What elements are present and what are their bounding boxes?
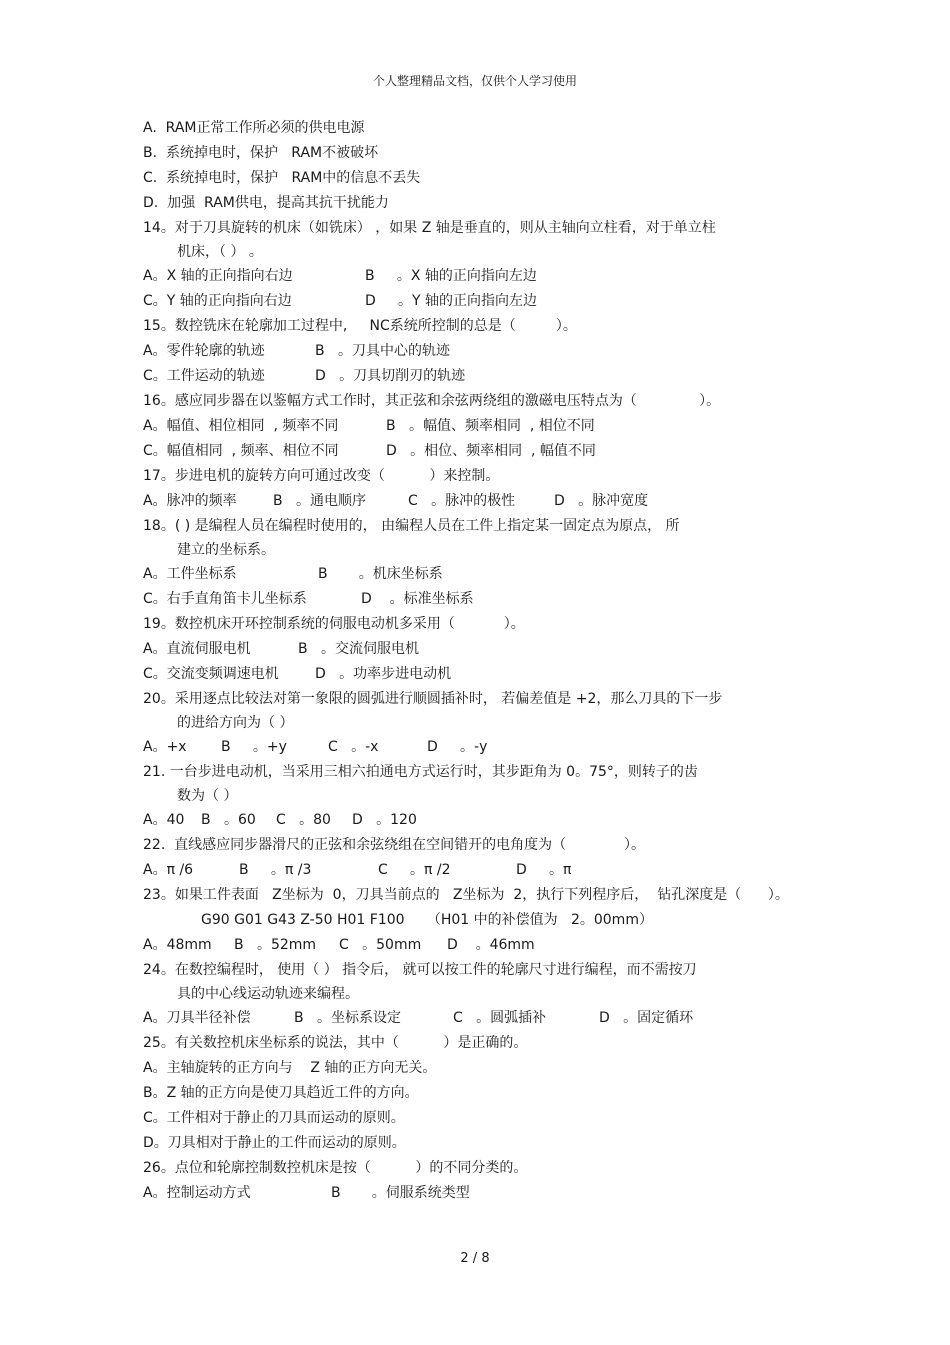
option-c: C 。圆弧插补 (453, 1010, 547, 1026)
option-line (143, 735, 823, 760)
option-line (143, 662, 823, 687)
option-line (143, 808, 823, 833)
option-d: D 。固定循环 (599, 1010, 694, 1026)
option-line (143, 637, 823, 662)
option-a: A。零件轮廓的轨迹 (143, 343, 265, 359)
question-text: 18。( ) 是编程人员在编程时使用的， 由编程人员在工件上指定某一固定点为原点， 所 (143, 518, 680, 534)
option-line (143, 489, 823, 514)
option-d: D 。Y 轴的正向指向左边 (365, 293, 538, 309)
option-line (143, 1181, 823, 1206)
option-line (143, 1006, 823, 1031)
option-a: A。脉冲的频率 (143, 493, 237, 509)
option-c: C 。-x (328, 739, 379, 755)
question-text: 14。对于刀具旋转的机床（如铣床） ，如果 Z 轴是垂直的，则从主轴向立柱看，对于单立柱 (143, 220, 716, 236)
option-d: D 。相位、频率相同 , 幅值不同 (386, 443, 596, 459)
option-d: D 。脉冲宽度 (554, 493, 649, 509)
option-b: B 。60 (201, 812, 256, 828)
option-c: C。工件运动的轨迹 (143, 368, 265, 384)
option-a: A。直流伺服电机 (143, 641, 251, 657)
question-text: 20。采用逐点比较法对第一象限的圆弧进行顺圆插补时， 若偏差值是 +2，那么刀具的下一步 (143, 691, 723, 707)
option-a: A。+x (143, 739, 187, 755)
option-line: B。Z 轴的正方向是使刀具趋近工件的方向。 (143, 1085, 419, 1101)
question-19: 19。数控机床开环控制系统的伺服电动机多采用（ ）。 (143, 616, 525, 632)
option-a: A。X 轴的正向指向右边 (143, 268, 293, 284)
question-20 (143, 687, 823, 735)
option-b: B 。交流伺服电机 (298, 641, 419, 657)
option-b: B 。+y (221, 739, 287, 755)
option-line: D。刀具相对于静止的工件而运动的原则。 (143, 1135, 406, 1151)
option-line (143, 414, 823, 439)
question-content (143, 116, 823, 1206)
question-21 (143, 760, 823, 808)
option-b: B 。π /3 (239, 862, 312, 878)
option-b: B 。刀具中心的轨迹 (315, 343, 450, 359)
question-text-cont: 机床，（ ） 。 (177, 244, 263, 260)
question-17: 17。步进电机的旋转方向可通过改变（ ）来控制。 (143, 468, 500, 484)
option-c: C。右手直角笛卡儿坐标系 (143, 591, 307, 607)
code-line: G90 G01 G43 Z-50 H01 F100 （H01 中的补偿值为 2。00mm） (201, 912, 653, 928)
option-line: D. 加强 RAM供电，提高其抗干扰能力 (143, 195, 389, 211)
option-a: A。刀具半径补偿 (143, 1010, 251, 1026)
option-a: A。48mm (143, 937, 212, 953)
option-b: B 。X 轴的正向指向左边 (365, 268, 537, 284)
question-text-cont: 建立的坐标系。 (177, 542, 275, 558)
option-line (143, 439, 823, 464)
page-number: 2 / 8 (460, 1251, 490, 1266)
option-b: B 。坐标系设定 (294, 1010, 401, 1026)
option-a: A。π /6 (143, 862, 194, 878)
question-text: 24。在数控编程时， 使用（ ） 指令后， 就可以按工件的轮廓尺寸进行编程，而不需按刀 (143, 962, 697, 978)
option-d: D 。46mm (447, 937, 535, 953)
option-line: C. 系统掉电时，保护 RAM中的信息不丢失 (143, 170, 421, 186)
option-b: B 。幅值、频率相同 , 相位不同 (386, 418, 595, 434)
option-c: C。幅值相同 , 频率、相位不同 (143, 443, 339, 459)
option-line: C。工件相对于静止的刀具而运动的原则。 (143, 1110, 405, 1126)
option-d: D 。π (516, 862, 572, 878)
option-c: C。Y 轴的正向指向右边 (143, 293, 292, 309)
option-a: A。工件坐标系 (143, 566, 237, 582)
question-22: 22. 直线感应同步器滑尺的正弦和余弦绕组在空间错开的电角度为（ ）。 (143, 837, 646, 853)
page-header: 个人整理精品文档，仅供个人学习使用 (372, 74, 577, 88)
question-18 (143, 514, 823, 562)
option-c: C 。脉冲的极性 (408, 493, 516, 509)
option-a: A。控制运动方式 (143, 1185, 251, 1201)
option-line (143, 264, 823, 289)
option-line (143, 587, 823, 612)
option-b: B 。机床坐标系 (318, 566, 443, 582)
option-d: D 。功率步进电动机 (315, 666, 452, 682)
option-line (143, 858, 823, 883)
option-line (143, 289, 823, 314)
option-c: C 。80 (276, 812, 331, 828)
question-24 (143, 958, 823, 1006)
option-line (143, 562, 823, 587)
question-text-cont: 具的中心线运动轨迹来编程。 (177, 986, 359, 1002)
question-23: 23。如果工件表面 Z坐标为 0，刀具当前点的 Z坐标为 2，执行下列程序后， 钻孔深度是（ ）。 (143, 887, 789, 903)
option-c: C。交流变频调速电机 (143, 666, 279, 682)
option-d: D 。刀具切削刃的轨迹 (315, 368, 466, 384)
option-line (143, 933, 823, 958)
option-d: D 。120 (352, 812, 417, 828)
option-line: B. 系统掉电时，保护 RAM不被破坏 (143, 145, 379, 161)
question-25: 25。有关数控机床坐标系的说法，其中（ ）是正确的。 (143, 1035, 528, 1051)
option-line: A. RAM正常工作所必须的供电电源 (143, 120, 365, 136)
question-15: 15。数控铣床在轮廓加工过程中, NC系统所控制的总是（ ）。 (143, 318, 577, 334)
option-c: C 。50mm (339, 937, 422, 953)
question-text-cont: 数为（ ） (177, 788, 238, 804)
option-a: A。幅值、相位相同 , 频率不同 (143, 418, 339, 434)
question-14 (143, 216, 823, 264)
option-d: D 。标准坐标系 (361, 591, 474, 607)
option-b: B 。伺服系统类型 (331, 1185, 470, 1201)
option-line (143, 364, 823, 389)
option-d: D 。-y (427, 739, 488, 755)
question-26: 26。点位和轮廓控制数控机床是按（ ）的不同分类的。 (143, 1160, 528, 1176)
option-line: A。主轴旋转的正方向与 Z 轴的正方向无关。 (143, 1060, 437, 1076)
question-text: 21. 一台步进电动机，当采用三相六拍通电方式运行时，其步距角为 0。75°，则转子的齿 (143, 764, 698, 780)
option-line (143, 339, 823, 364)
option-c: C 。π /2 (378, 862, 451, 878)
question-16: 16。感应同步器在以鉴幅方式工作时，其正弦和余弦两绕组的激磁电压特点为（ ）。 (143, 393, 721, 409)
option-b: B 。通电顺序 (273, 493, 366, 509)
option-a: A。40 (143, 812, 185, 828)
question-text-cont: 的进给方向为（ ） (177, 715, 294, 731)
option-b: B 。52mm (234, 937, 317, 953)
